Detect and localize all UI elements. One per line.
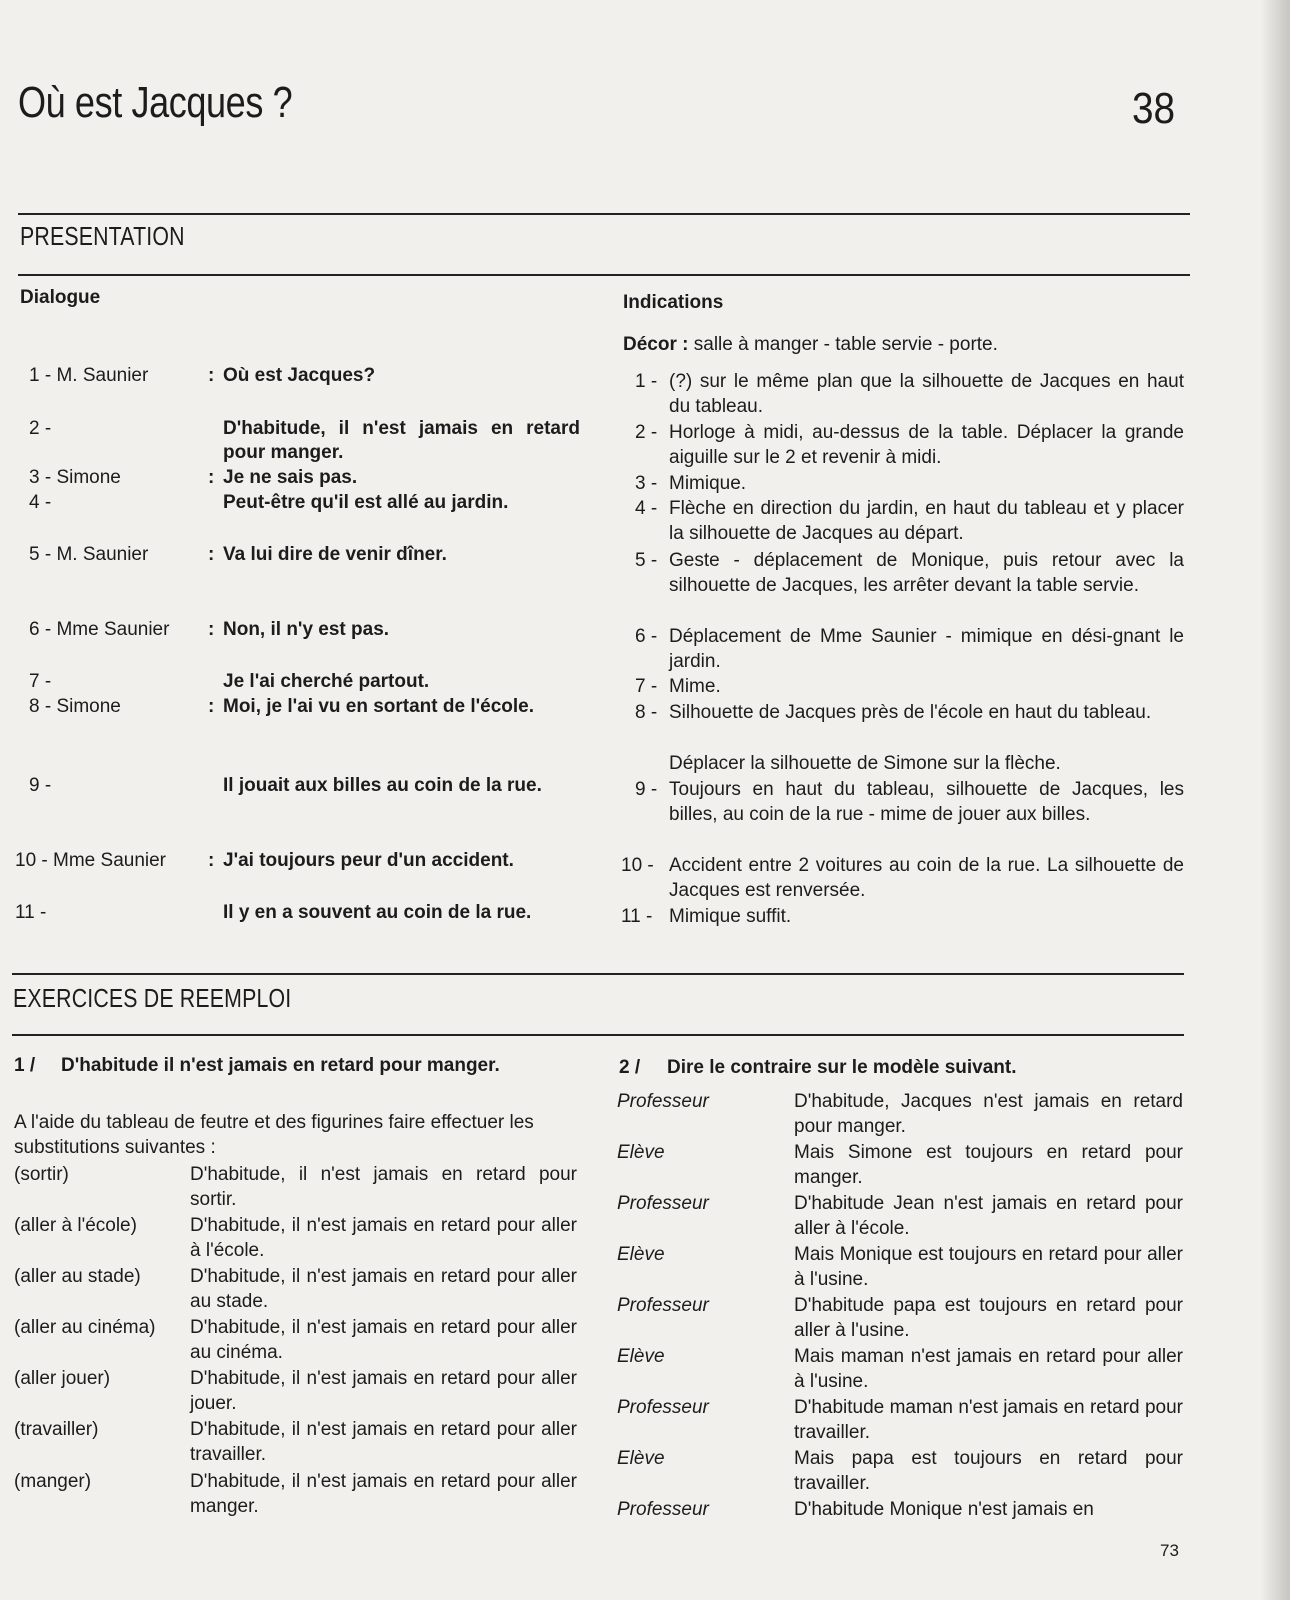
substitution-text: D'habitude, il n'est jamais en retard pour aller à l'école. xyxy=(190,1215,577,1261)
dialogue-colon: : xyxy=(208,850,215,871)
page-title: Où est Jacques ? xyxy=(18,78,293,127)
dialogue-speaker: 7 - xyxy=(29,671,52,692)
indication-text: Silhouette de Jacques près de l'école en haut du tableau. xyxy=(669,702,1152,723)
substitution-text: D'habitude, il n'est jamais en retard pour aller manger. xyxy=(190,1471,577,1517)
dialogue-speaker: 9 - xyxy=(29,775,52,796)
exercises-heading: EXERCICES DE REEMPLOI xyxy=(13,983,292,1013)
dialogue-text: J'ai toujours peur d'un accident. xyxy=(223,850,514,871)
decor-text: salle à manger - table servie - porte. xyxy=(693,334,998,355)
exchange-text: Mais Monique est toujours en retard pour aller à l'usine. xyxy=(794,1244,1183,1290)
exchange-text: D'habitude Monique n'est jamais en xyxy=(794,1499,1094,1520)
exchange-text: D'habitude Jean n'est jamais en retard pour aller à l'école. xyxy=(794,1193,1183,1239)
speaker-role: Elève xyxy=(617,1142,665,1163)
dialogue-colon: : xyxy=(208,544,215,565)
dialogue-text: Il jouait aux billes au coin de la rue. xyxy=(223,775,542,796)
indication-number: 6 - xyxy=(635,626,658,647)
indication-number: 3 - xyxy=(635,473,658,494)
page-footer-number: 73 xyxy=(1160,1541,1179,1560)
indication-number: 10 - xyxy=(621,855,654,876)
indication-number: 2 - xyxy=(635,422,658,443)
dialogue-heading: Dialogue xyxy=(20,287,101,308)
indications-heading: Indications xyxy=(623,292,724,313)
indication-text: Horloge à midi, au-dessus de la table. Déplacer la grande aiguille sur le 2 et revenir à midi. xyxy=(669,422,1184,468)
indication-text: Déplacement de Mme Saunier - mimique en dési-gnant le jardin. xyxy=(669,626,1184,672)
indication-item xyxy=(0,548,1200,623)
dialogue-text: Peut-être qu'il est allé au jardin. xyxy=(223,492,509,513)
speaker-role: Professeur xyxy=(617,1295,709,1316)
speaker-role: Elève xyxy=(617,1346,665,1367)
indication-item xyxy=(0,904,1200,929)
indication-item xyxy=(0,777,1200,852)
page-edge-shadow xyxy=(1260,0,1290,1600)
indication-number: 7 - xyxy=(635,676,658,697)
substitution-cue: (aller au stade) xyxy=(14,1266,141,1287)
exchange-text: D'habitude maman n'est jamais en retard pour travailler. xyxy=(794,1397,1183,1443)
speaker-role: Professeur xyxy=(617,1091,709,1112)
indication-item xyxy=(0,751,1200,776)
exchange-text: Mais maman n'est jamais en retard pour aller à l'usine. xyxy=(794,1346,1183,1392)
indication-text: Accident entre 2 voitures au coin de la rue. La silhouette de Jacques est renversée. xyxy=(669,855,1184,901)
indication-item xyxy=(0,674,1200,699)
dialogue-colon: : xyxy=(208,696,215,717)
presentation-heading: PRESENTATION xyxy=(20,221,185,251)
dialogue-speaker: 8 - Simone xyxy=(29,696,121,717)
dialogue-text: Va lui dire de venir dîner. xyxy=(223,544,447,565)
indication-item xyxy=(0,369,1200,419)
dialogue-speaker: 6 - Mme Saunier xyxy=(29,619,170,640)
exercises-top-rule xyxy=(12,973,1184,975)
substitution-cue: (travailler) xyxy=(14,1419,99,1440)
dialogue-text: Il y en a souvent au coin de la rue. xyxy=(223,902,532,923)
dialogue-exchange-row xyxy=(0,1395,1200,1445)
indication-item xyxy=(0,700,1200,750)
dialogue-colon: : xyxy=(208,467,215,488)
dialogue-speaker: 5 - M. Saunier xyxy=(29,544,149,565)
substitution-text: D'habitude, il n'est jamais en retard pour aller au cinéma. xyxy=(190,1317,577,1363)
exercises-rule xyxy=(12,1034,1184,1036)
dialogue-text: D'habitude, il n'est jamais en retard pour manger. xyxy=(223,418,580,463)
dialogue-exchange-row xyxy=(0,1191,1200,1241)
speaker-role: Professeur xyxy=(617,1397,709,1418)
exchange-text: D'habitude, Jacques n'est jamais en retard pour manger. xyxy=(794,1091,1183,1137)
decor-label: Décor : xyxy=(623,334,689,355)
speaker-role: Elève xyxy=(617,1244,665,1265)
speaker-role: Elève xyxy=(617,1448,665,1469)
dialogue-exchange-row xyxy=(0,1242,1200,1292)
dialogue-speaker: 3 - Simone xyxy=(29,467,121,488)
speaker-role: Professeur xyxy=(617,1193,709,1214)
dialogue-colon: : xyxy=(208,619,215,640)
indication-text: Flèche en direction du jardin, en haut du tableau et y placer la silhouette de Jacques au départ. xyxy=(669,498,1184,544)
exercise-1-number: 1 / xyxy=(14,1055,36,1076)
dialogue-text: Non, il n'y est pas. xyxy=(223,619,390,640)
dialogue-exchange-row xyxy=(0,1497,1200,1522)
substitution-text: D'habitude, il n'est jamais en retard pour aller jouer. xyxy=(190,1368,577,1414)
indication-number: 4 - xyxy=(635,498,658,519)
indication-text: Mimique suffit. xyxy=(669,906,792,927)
exercise-1-heading: D'habitude il n'est jamais en retard pour manger. xyxy=(61,1055,500,1076)
dialogue-exchange-row xyxy=(0,1140,1200,1190)
indication-number: 5 - xyxy=(635,550,658,571)
substitution-cue: (sortir) xyxy=(14,1164,69,1185)
substitution-cue: (aller au cinéma) xyxy=(14,1317,156,1338)
indication-item xyxy=(0,471,1200,496)
indication-item xyxy=(0,420,1200,470)
exchange-text: Mais Simone est toujours en retard pour manger. xyxy=(794,1142,1183,1188)
indication-text: Geste - déplacement de Monique, puis retour avec la silhouette de Jacques, les arrêter devant la table servie. xyxy=(669,550,1184,596)
exercise-2-heading: Dire le contraire sur le modèle suivant. xyxy=(667,1057,1017,1078)
exchange-text: D'habitude papa est toujours en retard pour aller à l'usine. xyxy=(794,1295,1183,1341)
top-rule xyxy=(18,213,1190,215)
indication-item xyxy=(0,496,1200,546)
indication-text: Déplacer la silhouette de Simone sur la flèche. xyxy=(669,753,1061,774)
dialogue-speaker: 2 - xyxy=(29,418,52,439)
substitution-text: D'habitude, il n'est jamais en retard pour sortir. xyxy=(190,1164,577,1210)
substitution-cue: (aller à l'école) xyxy=(14,1215,137,1236)
dialogue-text: Où est Jacques? xyxy=(223,365,376,386)
dialogue-exchange-row xyxy=(0,1293,1200,1343)
indication-item xyxy=(0,853,1200,903)
indication-number: 8 - xyxy=(635,702,658,723)
exchange-text: Mais papa est toujours en retard pour travailler. xyxy=(794,1448,1183,1494)
indication-text: Mimique. xyxy=(669,473,747,494)
indication-item xyxy=(0,624,1200,674)
lesson-number: 38 xyxy=(1132,84,1176,133)
presentation-rule xyxy=(18,274,1190,276)
indication-text: Mime. xyxy=(669,676,721,697)
substitution-cue: (manger) xyxy=(14,1471,92,1492)
dialogue-text: Moi, je l'ai vu en sortant de l'école. xyxy=(223,696,535,717)
dialogue-speaker: 10 - Mme Saunier xyxy=(15,850,167,871)
dialogue-exchange-row xyxy=(0,1344,1200,1394)
dialogue-speaker: 4 - xyxy=(29,492,52,513)
indication-number: 11 - xyxy=(621,906,653,927)
exercise-1-intro: A l'aide du tableau de feutre et des figurines faire effectuer les substitutions suivantes : xyxy=(14,1112,534,1158)
substitution-text: D'habitude, il n'est jamais en retard pour aller travailler. xyxy=(190,1419,577,1465)
indication-number: 1 - xyxy=(635,371,658,392)
exercise-2-number: 2 / xyxy=(619,1057,641,1078)
substitution-cue: (aller jouer) xyxy=(14,1368,111,1389)
dialogue-text: Je ne sais pas. xyxy=(223,467,358,488)
dialogue-speaker: 1 - M. Saunier xyxy=(29,365,149,386)
indication-number: 9 - xyxy=(635,779,658,800)
dialogue-exchange-row xyxy=(0,1446,1200,1496)
dialogue-colon: : xyxy=(208,365,215,386)
dialogue-speaker: 11 - xyxy=(15,902,47,923)
substitution-text: D'habitude, il n'est jamais en retard pour aller au stade. xyxy=(190,1266,577,1312)
dialogue-text: Je l'ai cherché partout. xyxy=(223,671,430,692)
speaker-role: Professeur xyxy=(617,1499,709,1520)
dialogue-exchange-row xyxy=(0,1089,1200,1139)
decor-line xyxy=(623,334,998,356)
indication-text: (?) sur le même plan que la silhouette de Jacques en haut du tableau. xyxy=(669,371,1184,417)
indication-text: Toujours en haut du tableau, silhouette de Jacques, les billes, au coin de la rue - mime de jouer aux billes. xyxy=(669,779,1184,825)
